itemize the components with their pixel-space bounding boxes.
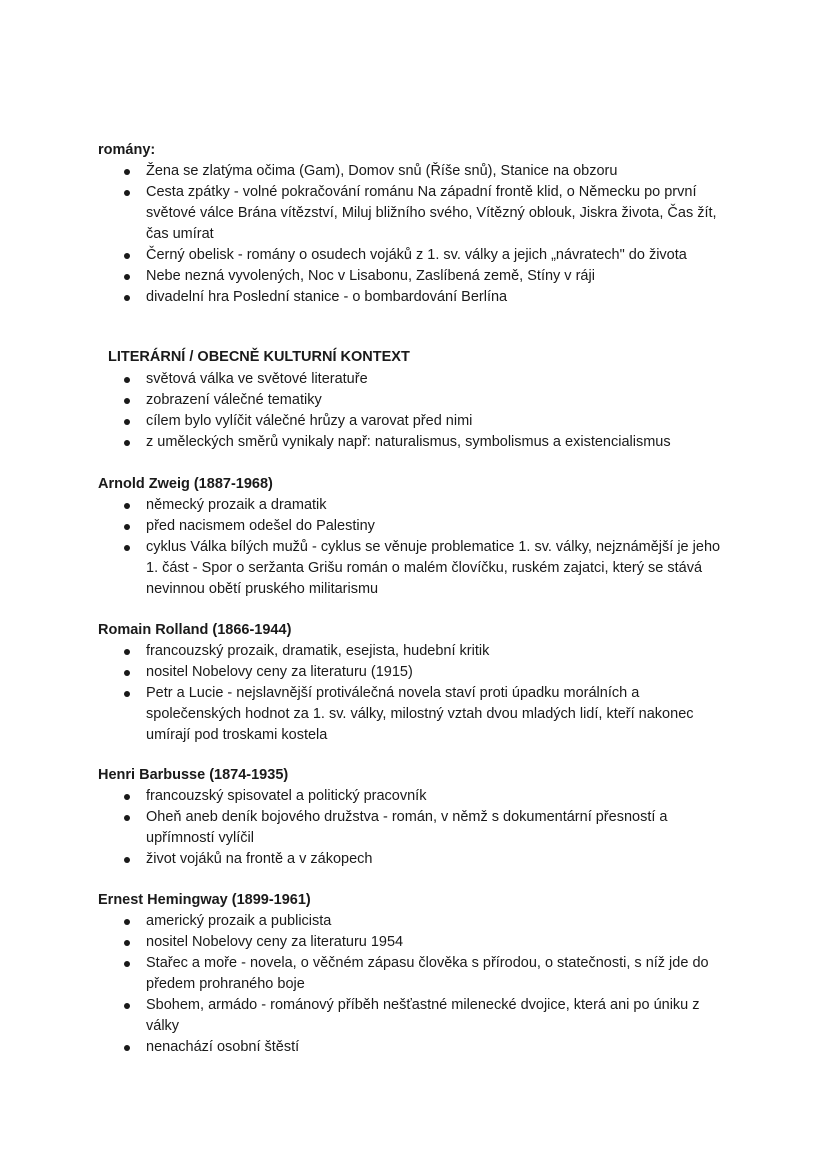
list-item: Stařec a moře - novela, o věčném zápasu člověka s přírodou, o statečnosti, s níž jde do předem prohraného boje (122, 953, 732, 995)
list-item: zobrazení válečné tematiky (122, 390, 732, 411)
list-item: nenachází osobní štěstí (122, 1037, 732, 1058)
list-item: nositel Nobelovy ceny za literaturu (1915) (122, 662, 732, 683)
section-heading-romany: romány: (98, 142, 156, 158)
list-item: divadelní hra Poslední stanice - o bombardování Berlína (122, 287, 732, 308)
list-item: život vojáků na frontě a v zákopech (122, 849, 722, 870)
list-item: francouzský prozaik, dramatik, esejista, hudební kritik (122, 641, 732, 662)
list-item: Nebe nezná vyvolených, Noc v Lisabonu, Zaslíbená země, Stíny v ráji (122, 266, 732, 287)
list-item: Žena se zlatýma očima (Gam), Domov snů (Říše snů), Stanice na obzoru (122, 161, 732, 182)
section-heading-henri-barbusse: Henri Barbusse (1874-1935) (98, 767, 289, 783)
section-heading-literarni-kontext: LITERÁRNÍ / OBECNĚ KULTURNÍ KONTEXT (108, 349, 410, 365)
section-heading-ernest-hemingway: Ernest Hemingway (1899-1961) (98, 892, 311, 908)
list-item: Cesta zpátky - volné pokračování románu Na západní frontě klid, o Německu po první světové válce Brána vítězství, Miluj bližního svého, Vítězný oblouk, Jiskra života, Čas žít, čas umírat (122, 182, 732, 245)
list-item: Oheň aneb deník bojového družstva - román, v němž s dokumentární přesností a upřímností vylíčil (122, 807, 722, 849)
list-item: Petr a Lucie - nejslavnější protiválečná novela staví proti úpadku morálních a společenských hodnot za 1. sv. války, milostný vztah dvou mladých lidí, kteří nakonec umírají pod troskami kostela (122, 683, 732, 746)
list-item: před nacismem odešel do Palestiny (122, 516, 722, 537)
list-item: cílem bylo vylíčit válečné hrůzy a varovat před nimi (122, 411, 732, 432)
section-heading-romain-rolland: Romain Rolland (1866-1944) (98, 622, 292, 638)
list-item: Sbohem, armádo - románový příběh nešťastné milenecké dvojice, která ani po úniku z války (122, 995, 732, 1037)
list-item: americký prozaik a publicista (122, 911, 732, 932)
bullet-list-romain-rolland (122, 641, 732, 746)
bullet-list-ernest-hemingway (122, 911, 732, 1058)
list-item: z uměleckých směrů vynikaly např: naturalismus, symbolismus a existencialismus (122, 432, 732, 453)
bullet-list-literarni-kontext (122, 369, 732, 453)
list-item: nositel Nobelovy ceny za literaturu 1954 (122, 932, 732, 953)
list-item: cyklus Válka bílých mužů - cyklus se věnuje problematice 1. sv. války, nejznámější je jeho 1. část - Spor o seržanta Grišu román o malém človíčku, ruském zajatci, který se stává nevinnou obětí pruského militarismu (122, 537, 722, 600)
section-heading-arnold-zweig: Arnold Zweig (1887-1968) (98, 476, 273, 492)
list-item: světová válka ve světové literatuře (122, 369, 732, 390)
bullet-list-arnold-zweig (122, 495, 722, 600)
bullet-list-henri-barbusse (122, 786, 722, 870)
bullet-list-romany (122, 161, 732, 308)
list-item: Černý obelisk - romány o osudech vojáků z 1. sv. války a jejich „návratech" do života (122, 245, 732, 266)
list-item: francouzský spisovatel a politický pracovník (122, 786, 722, 807)
list-item: německý prozaik a dramatik (122, 495, 722, 516)
